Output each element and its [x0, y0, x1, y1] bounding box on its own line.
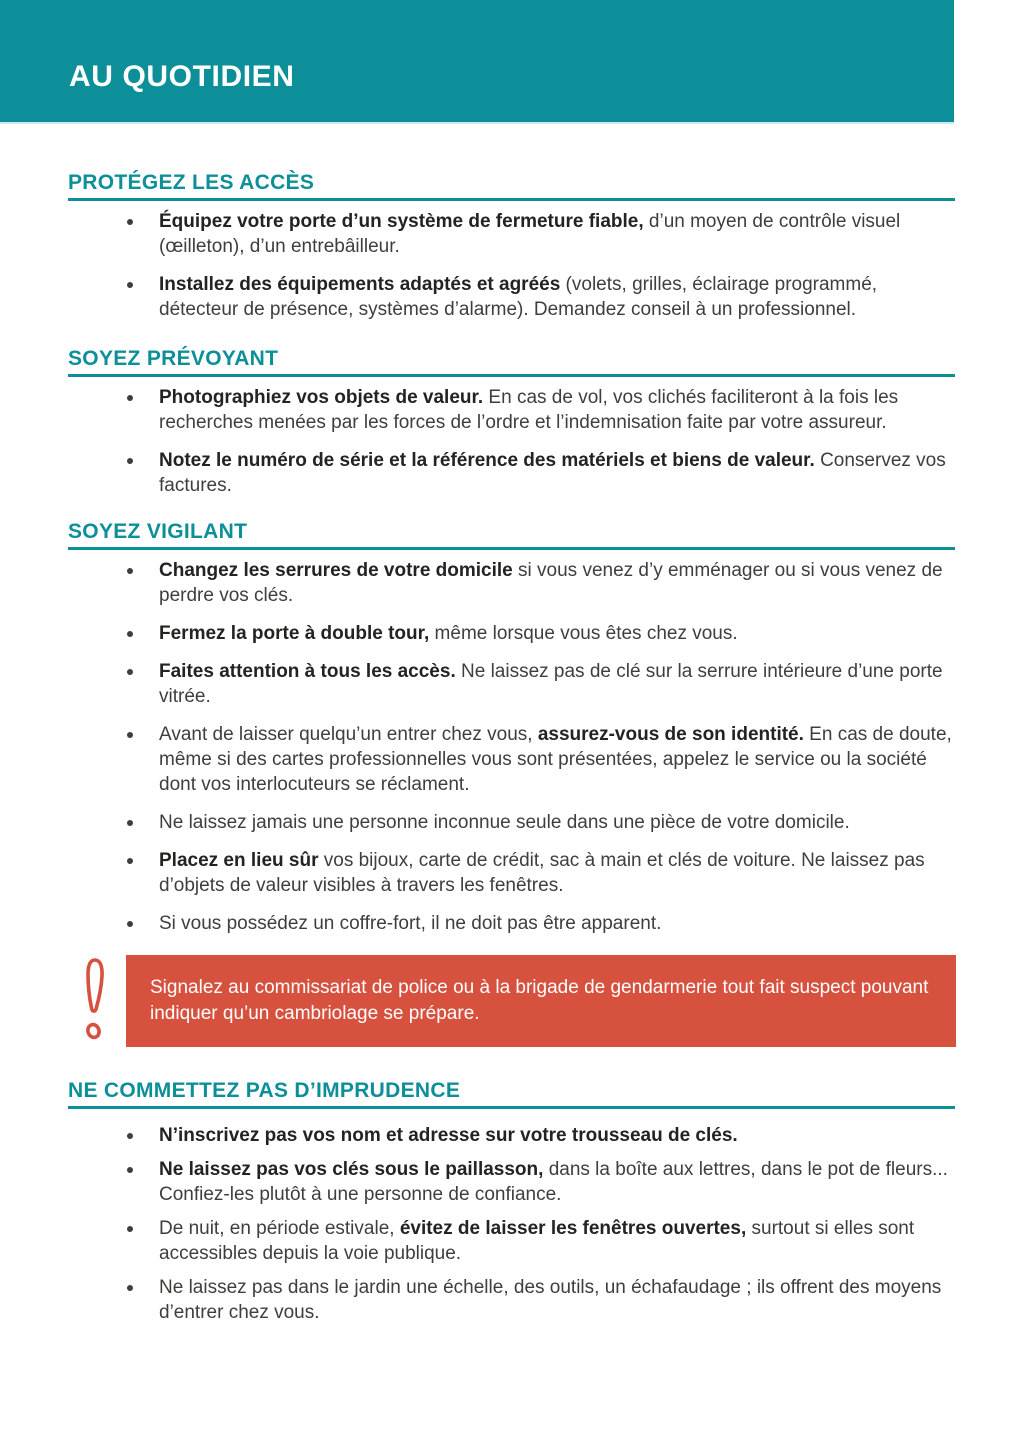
text-run: vos bijoux, carte de crédit, sac à main et clés de voiture. Ne laissez pas d’objets de valeur visibles à travers les fenêtres. [159, 850, 925, 896]
text-run: En cas de vol, vos clichés faciliteront à la fois les recherches menées par les forces de l’ordre et l’indemnisation faite par votre assureur. [159, 387, 899, 433]
bullet-item [68, 722, 955, 797]
text-run: Installez des équipements adaptés et agréés [159, 274, 561, 295]
section-heading: SOYEZ VIGILANT [68, 521, 955, 550]
page-banner [0, 0, 954, 124]
text-run: Faites attention à tous les accès. [159, 661, 456, 682]
section [68, 348, 955, 498]
text-run: Avant de laisser quelqu’un entrer chez vous, [159, 724, 538, 745]
bullet-item [68, 1216, 955, 1266]
text-run: évitez de laisser les fenêtres ouvertes, [399, 1218, 747, 1239]
bullet-item [68, 1275, 955, 1325]
text-run: Notez le numéro de série et la référence des matériels et biens de valeur. [159, 450, 815, 471]
bullet-list [68, 1123, 955, 1325]
text-run: De nuit, en période estivale, [159, 1218, 400, 1239]
bullet-item [68, 385, 955, 435]
section [68, 1080, 955, 1325]
section-heading: PROTÉGEZ LES ACCÈS [68, 172, 955, 201]
text-run: d’un moyen de contrôle visuel (œilleton), d’un entrebâilleur. [159, 211, 901, 257]
text-run: si vous venez d’y emménager ou si vous venez de perdre vos clés. [159, 560, 943, 606]
bullet-item [68, 848, 955, 898]
text-run: Fermez la porte à double tour, [159, 623, 430, 644]
bullet-item [68, 209, 955, 259]
section [68, 172, 955, 322]
section [68, 521, 955, 936]
text-run: Placez en lieu sûr [159, 850, 319, 871]
text-run: dans la boîte aux lettres, dans le pot de fleurs... Confiez-les plutôt à une personne de confiance. [159, 1159, 948, 1205]
page-title: AU QUOTIDIEN [69, 60, 295, 93]
bullet-list [68, 558, 955, 936]
text-run: En cas de doute, même si des cartes professionnelles vous sont présentées, appelez le service ou la société dont vos interlocuteurs se réclament. [159, 724, 952, 795]
text-run: même lorsque vous êtes chez vous. [429, 623, 738, 644]
text-run: Ne laissez jamais une personne inconnue seule dans une pièce de votre domicile. [159, 812, 850, 833]
bullet-list [68, 209, 955, 322]
bullet-item [68, 448, 955, 498]
bullet-item [68, 558, 955, 608]
bullet-list [68, 385, 955, 498]
alert-text: Signalez au commissariat de police ou à la brigade de gendarmerie tout fait suspect pouvant indiquer qu’un cambriolage se prépare. [150, 977, 929, 1024]
text-run: (volets, grilles, éclairage programmé, détecteur de présence, systèmes d’alarme). Demandez conseil à un professionnel. [159, 274, 878, 320]
bullet-item [68, 1157, 955, 1207]
bullet-item [68, 659, 955, 709]
text-run: N’inscrivez pas vos nom et adresse sur votre trousseau de clés. [159, 1125, 738, 1146]
text-run: Ne laissez pas vos clés sous le paillasson, [159, 1159, 544, 1180]
text-run: Ne laissez pas de clé sur la serrure intérieure d’une porte vitrée. [159, 661, 943, 707]
page-content [68, 172, 955, 1325]
text-run: Photographiez vos objets de valeur. [159, 387, 484, 408]
text-run: assurez-vous de son identité. [537, 724, 804, 745]
section-heading: SOYEZ PRÉVOYANT [68, 348, 955, 377]
bullet-item [68, 810, 955, 835]
text-run: surtout si elles sont accessibles depuis la voie publique. [159, 1218, 915, 1264]
text-run: Équipez votre porte d’un système de fermeture fiable, [159, 211, 644, 232]
exclamation-icon [81, 956, 109, 1044]
text-run: Changez les serrures de votre domicile [159, 560, 513, 581]
bullet-item [68, 1123, 955, 1148]
bullet-item [68, 911, 955, 936]
section-heading: NE COMMETTEZ PAS D’IMPRUDENCE [68, 1080, 955, 1109]
bullet-item [68, 272, 955, 322]
alert-callout [126, 955, 956, 1047]
text-run: Si vous possédez un coffre-fort, il ne doit pas être apparent. [159, 913, 662, 934]
bullet-item [68, 621, 955, 646]
text-run: Ne laissez pas dans le jardin une échelle, des outils, un échafaudage ; ils offrent des moyens d’entrer chez vous. [159, 1277, 942, 1323]
text-run: Conservez vos factures. [159, 450, 946, 496]
